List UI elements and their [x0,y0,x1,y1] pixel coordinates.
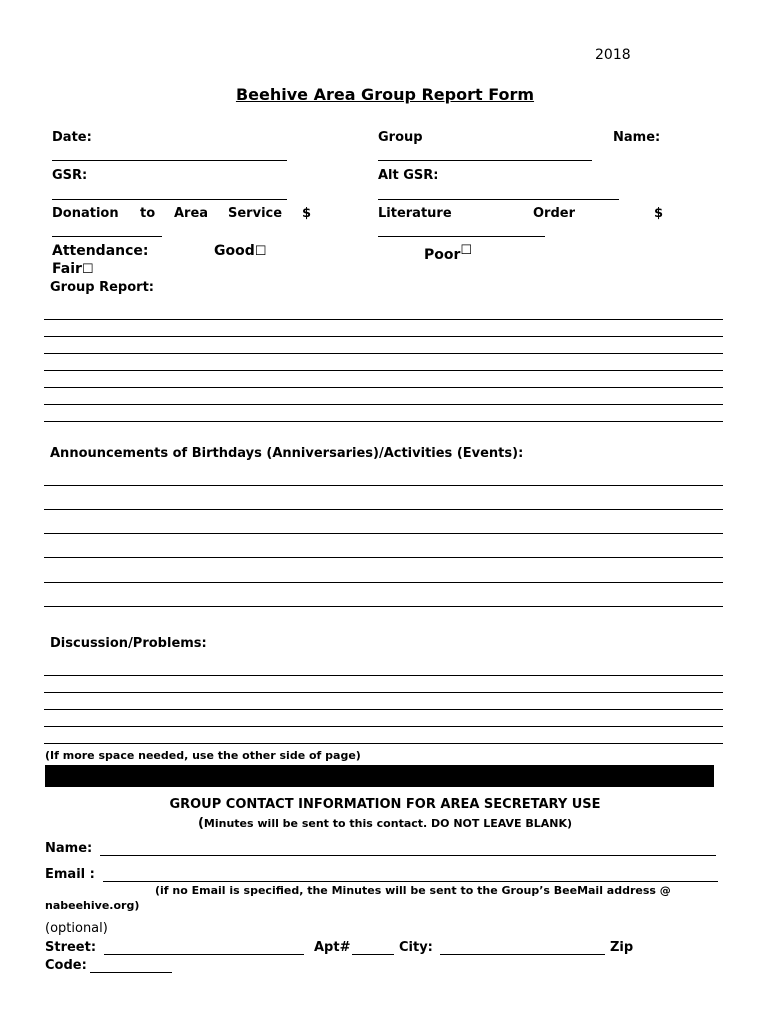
code-label: Code: [45,958,87,973]
apt-label: Apt# [314,940,351,955]
contact-name-input-line[interactable] [100,855,716,856]
announcement-line[interactable] [44,582,723,583]
announcements-label: Announcements of Birthdays (Anniversaries)/Activities (Events): [50,446,524,461]
report-line[interactable] [44,387,723,388]
gsr-label: GSR: [52,168,88,183]
city-input-line[interactable] [440,954,605,955]
report-line[interactable] [44,370,723,371]
poor-label: Poor [424,247,461,263]
group-label: Group [378,130,423,145]
contact-subheading: Minutes will be sent to this contact. DO NOT LEAVE BLANK) [203,817,573,830]
more-space-note: (If more space needed, use the other side of page) [45,749,361,762]
donation-dollar: $ [302,206,312,221]
date-label: Date: [52,130,92,145]
city-label: City: [399,940,433,955]
gsr-input-line[interactable] [52,199,287,200]
alt-gsr-label: Alt GSR: [378,168,439,183]
announcement-line[interactable] [44,557,723,558]
attendance-fair[interactable] [52,261,94,277]
donation-word-4: Service [228,206,283,221]
report-line[interactable] [44,421,723,422]
attendance-poor[interactable] [424,243,473,263]
group-name-input-line[interactable] [378,160,592,161]
year-label: 2018 [595,47,631,63]
donation-word-1: Donation [52,206,119,221]
fair-checkbox[interactable]: ☐ [81,262,94,277]
announcement-line[interactable] [44,606,723,607]
good-label: Good [214,243,255,259]
group-report-label: Group Report: [50,280,154,295]
contact-name-label: Name: [45,841,93,856]
email-note-continued: nabeehive.org) [45,899,140,912]
attendance-label: Attendance: [52,243,149,259]
discussion-line[interactable] [44,692,723,693]
report-line[interactable] [44,353,723,354]
report-line[interactable] [44,404,723,405]
contact-email-label: Email : [45,867,95,882]
street-input-line[interactable] [104,954,304,955]
donation-word-3: Area [174,206,209,221]
literature-label: Literature [378,206,452,221]
discussion-line[interactable] [44,675,723,676]
donation-input-line[interactable] [52,236,162,237]
contact-heading: GROUP CONTACT INFORMATION FOR AREA SECRETARY USE [169,797,601,812]
good-checkbox[interactable]: ☐ [254,244,267,259]
discussion-line[interactable] [44,709,723,710]
street-label: Street: [45,940,97,955]
email-note: (if no Email is specified, the Minutes will be sent to the Group’s BeeMail address @ [155,884,671,897]
announcement-line[interactable] [44,485,723,486]
zip-label: Zip [610,940,634,955]
announcement-line[interactable] [44,533,723,534]
attendance-good[interactable] [214,243,266,259]
form-title: Beehive Area Group Report Form [235,85,535,104]
literature-input-line[interactable] [378,236,545,237]
apt-input-line[interactable] [352,954,394,955]
report-line[interactable] [44,336,723,337]
section-divider-bar [45,765,714,787]
discussion-label: Discussion/Problems: [50,636,207,651]
order-label: Order [533,206,575,221]
discussion-line[interactable] [44,726,723,727]
contact-email-input-line[interactable] [103,881,718,882]
group-name-label: Name: [613,130,661,145]
zip-code-input-line[interactable] [90,972,172,973]
donation-word-2: to [140,206,156,221]
optional-label: (optional) [45,921,108,936]
discussion-line[interactable] [44,743,723,744]
poor-checkbox[interactable]: ☐ [460,243,473,258]
fair-label: Fair [52,261,82,277]
report-line[interactable] [44,319,723,320]
alt-gsr-input-line[interactable] [378,199,619,200]
announcement-line[interactable] [44,509,723,510]
contact-subheading-paren: ( [197,816,204,831]
date-input-line[interactable] [52,160,287,161]
literature-dollar: $ [654,206,664,221]
